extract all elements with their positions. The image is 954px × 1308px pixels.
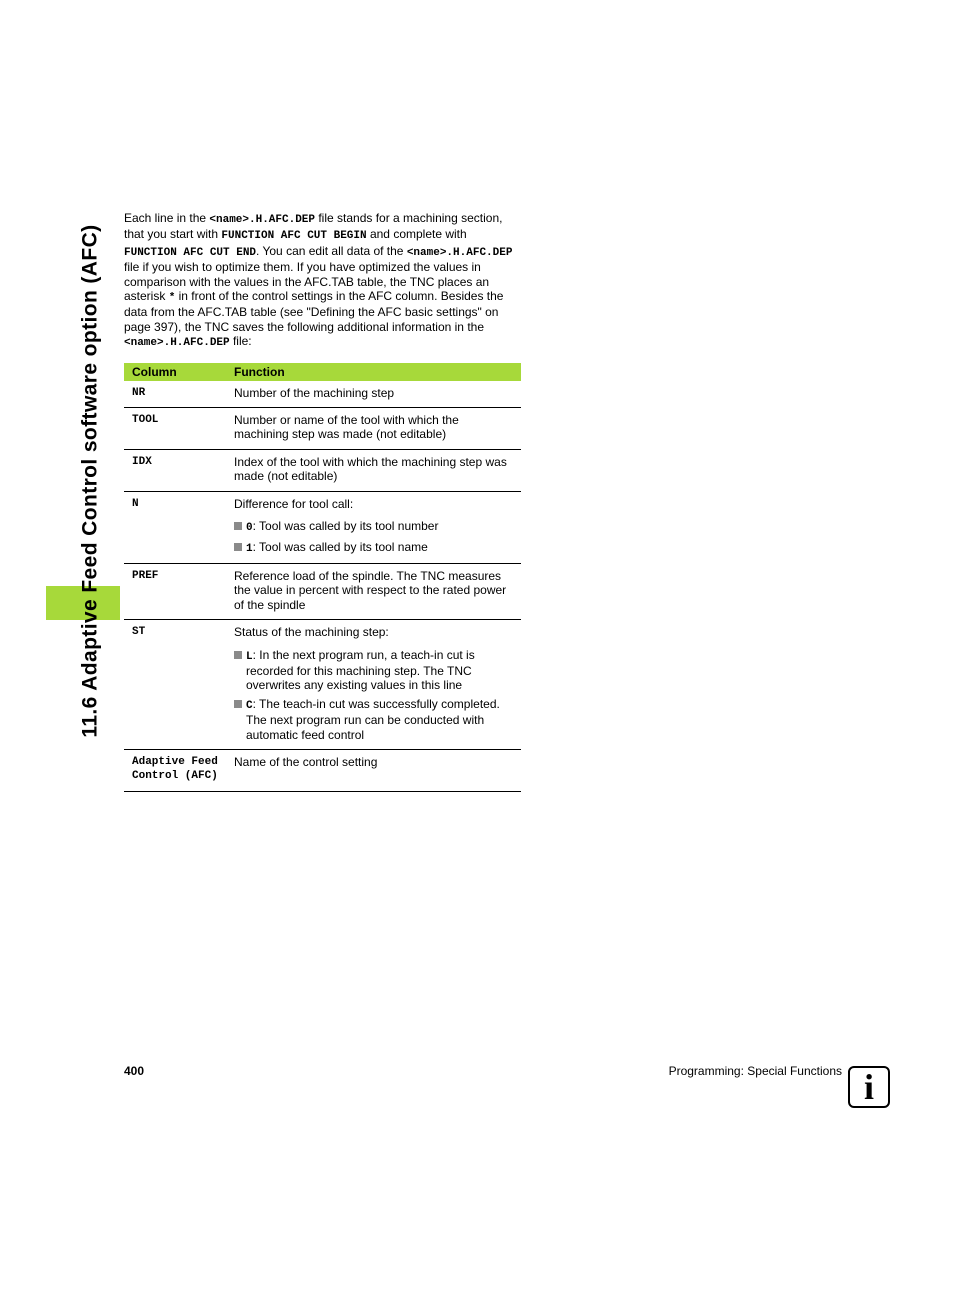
- table-body: [124, 381, 521, 792]
- function-description: Index of the tool with which the machining step was made (not editable): [234, 454, 507, 484]
- function-cell: [226, 449, 521, 491]
- function-cell: [226, 491, 521, 563]
- inline-code: *: [168, 292, 176, 305]
- inline-code: FUNCTION AFC CUT END: [124, 246, 257, 259]
- table-row: [124, 449, 521, 491]
- function-description: Reference load of the spindle. The TNC measures the value in percent with respect to the rated power of the spindle: [234, 568, 507, 612]
- bullet-text: : In the next program run, a teach-in cut is recorded for this machining step. The TNC overwrites any existing values in this line: [246, 647, 475, 693]
- bullet-key: C: [246, 699, 253, 712]
- bullet-item: [234, 540, 513, 556]
- function-cell: [226, 620, 521, 750]
- function-description: Number of the machining step: [234, 385, 395, 400]
- bullet-key: 1: [246, 542, 253, 555]
- inline-code: <name>.H.AFC.DEP: [209, 214, 316, 226]
- bullet-item: [234, 519, 513, 535]
- intro-text: Each line in the: [124, 211, 210, 225]
- main-content: [124, 211, 521, 792]
- column-name-cell: N: [124, 491, 226, 563]
- column-name-cell: IDX: [124, 449, 226, 491]
- table-row: [124, 620, 521, 750]
- chapter-title: Programming: Special Functions: [668, 1064, 842, 1078]
- column-name-cell: NR: [124, 381, 226, 408]
- intro-text: file:: [229, 334, 252, 349]
- page-number: 400: [124, 1064, 145, 1078]
- intro-paragraph: [124, 211, 521, 351]
- bullet-text: : The teach-in cut was successfully completed. The next program run can be conducted with automatic feed control: [246, 696, 500, 742]
- header-function: Function: [226, 363, 521, 381]
- column-name-cell: ST: [124, 620, 226, 750]
- bullet-key: L: [246, 650, 253, 663]
- table-row: [124, 381, 521, 408]
- intro-text: in front of the control settings in the AFC column. Besides the data from the AFC.TAB table (see "Defining the AFC basic settings" on page 397), the TNC saves the following additional information in the: [124, 289, 504, 334]
- function-description: Name of the control setting: [234, 754, 378, 769]
- afc-dep-columns-table: [124, 363, 521, 792]
- table-row: [124, 563, 521, 619]
- info-icon-glyph: i: [863, 1067, 874, 1107]
- table-header-row: [124, 363, 521, 381]
- bullet-text: : Tool was called by its tool name: [252, 539, 428, 554]
- info-icon: [848, 1066, 890, 1108]
- column-name-cell: Adaptive Feed Control (AFC): [124, 749, 226, 791]
- function-cell: [226, 563, 521, 619]
- intro-text: file if you wish to optimize them. If you have optimized the values in comparison with the values in the AFC.TAB table, the TNC places an asterisk: [124, 260, 490, 304]
- inline-code: <name>.H.AFC.DEP: [406, 246, 513, 259]
- column-name-cell: TOOL: [124, 408, 226, 450]
- bullet-key: 0: [246, 522, 253, 535]
- function-cell: [226, 408, 521, 450]
- intro-text: and complete with: [366, 227, 467, 242]
- side-section-title: [70, 214, 112, 748]
- header-column: Column: [124, 363, 226, 381]
- function-description: Status of the machining step:: [234, 625, 389, 640]
- column-name-cell: PREF: [124, 563, 226, 619]
- intro-text: file stands for a machining section, that you start with: [124, 211, 503, 242]
- table-row: [124, 408, 521, 450]
- function-description: Difference for tool call:: [234, 496, 354, 511]
- function-cell: [226, 749, 521, 791]
- bullet-text: : Tool was called by its tool number: [252, 519, 439, 534]
- bullet-item: [234, 697, 513, 742]
- inline-code: FUNCTION AFC CUT BEGIN: [221, 230, 367, 243]
- inline-code: <name>.H.AFC.DEP: [124, 337, 230, 350]
- intro-text: . You can edit all data of the: [256, 243, 407, 258]
- table-row: [124, 749, 521, 791]
- table-row: [124, 491, 521, 563]
- side-section-title-text: 11.6 Adaptive Feed Control software option (AFC): [79, 224, 103, 738]
- function-cell: [226, 381, 521, 408]
- function-description: Number or name of the tool with which the machining step was made (not editable): [234, 413, 459, 442]
- bullet-item: [234, 648, 513, 693]
